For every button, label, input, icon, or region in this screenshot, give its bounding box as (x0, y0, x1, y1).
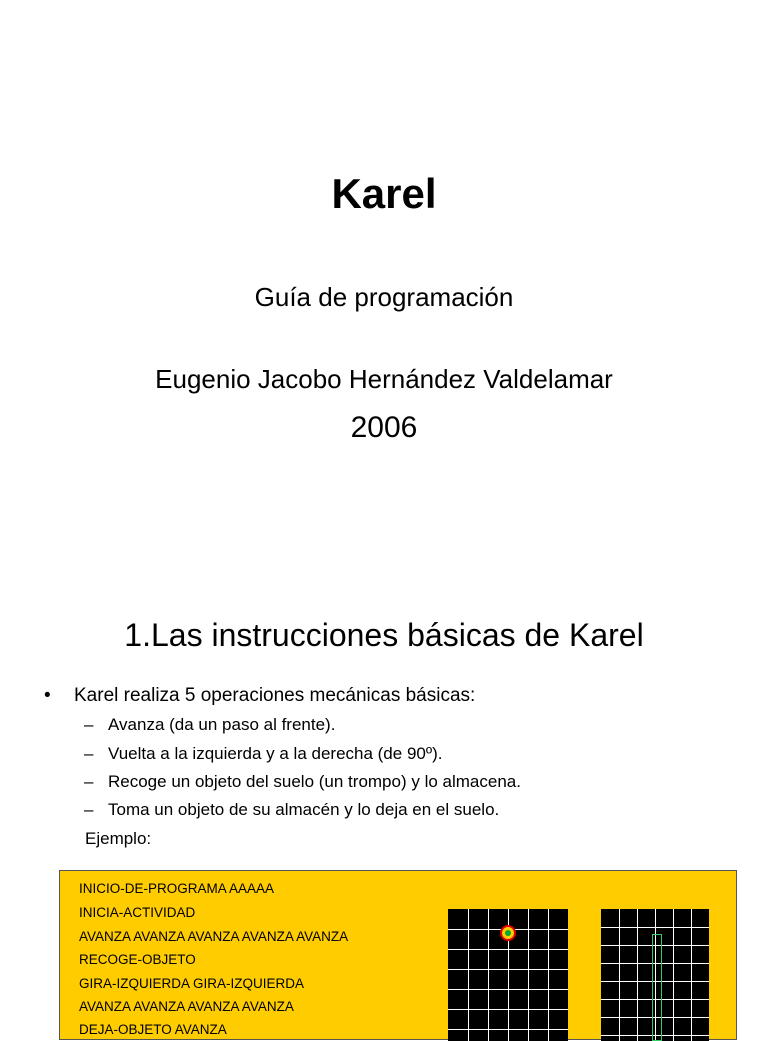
code-line: GIRA-IZQUIERDA GIRA-IZQUIERDA (79, 976, 305, 991)
bullet-text: Karel realiza 5 operaciones mecánicas básicas: (74, 685, 476, 706)
slide-title: Karel (331, 170, 437, 217)
sub-item-text: Avanza (da un paso al frente). (108, 715, 336, 734)
example-label: Ejemplo: (85, 829, 152, 848)
code-line: INICIO-DE-PROGRAMA AAAAA (79, 881, 275, 896)
dash-marker: – (84, 800, 94, 819)
code-line: DEJA-OBJETO AVANZA (79, 1022, 227, 1037)
dash-marker: – (84, 772, 94, 791)
dash-marker: – (84, 715, 94, 734)
sub-item-text: Toma un objeto de su almacén y lo deja en el suelo. (108, 800, 500, 819)
bullet-item (44, 685, 475, 707)
slide-subtitle: Guía de programación (254, 282, 514, 312)
code-line: INICIA-ACTIVIDAD (79, 905, 196, 920)
sub-item (84, 800, 499, 820)
grid-line (691, 909, 692, 1041)
grid-line (619, 909, 620, 1041)
sub-item-text: Vuelta a la izquierda y a la derecha (de 90º). (108, 744, 443, 763)
sub-item-text: Recoge un objeto del suelo (un trompo) y lo almacena. (108, 772, 521, 791)
grid-line (488, 909, 489, 1041)
karel-world-before (448, 909, 568, 1041)
sub-item (84, 772, 521, 792)
code-line: AVANZA AVANZA AVANZA AVANZA AVANZA (79, 929, 349, 944)
code-line: RECOGE-OBJETO (79, 952, 196, 967)
beeper-icon (502, 927, 514, 939)
author-name: Eugenio Jacobo Hernández Valdelamar (155, 364, 613, 394)
section-heading: 1.Las instrucciones básicas de Karel (124, 617, 644, 653)
grid-line (468, 909, 469, 1041)
grid-line (528, 909, 529, 1041)
grid-line (673, 909, 674, 1041)
year: 2006 (350, 411, 418, 444)
bullet-marker: • (44, 685, 51, 706)
grid-line (548, 909, 549, 1041)
sub-item (84, 715, 335, 735)
code-line: AVANZA AVANZA AVANZA AVANZA (79, 999, 294, 1014)
example-box (59, 870, 737, 1040)
karel-world-after (601, 909, 709, 1041)
dash-marker: – (84, 744, 94, 763)
sub-item (84, 744, 442, 764)
grid-line (637, 909, 638, 1041)
karel-path (652, 934, 662, 1041)
